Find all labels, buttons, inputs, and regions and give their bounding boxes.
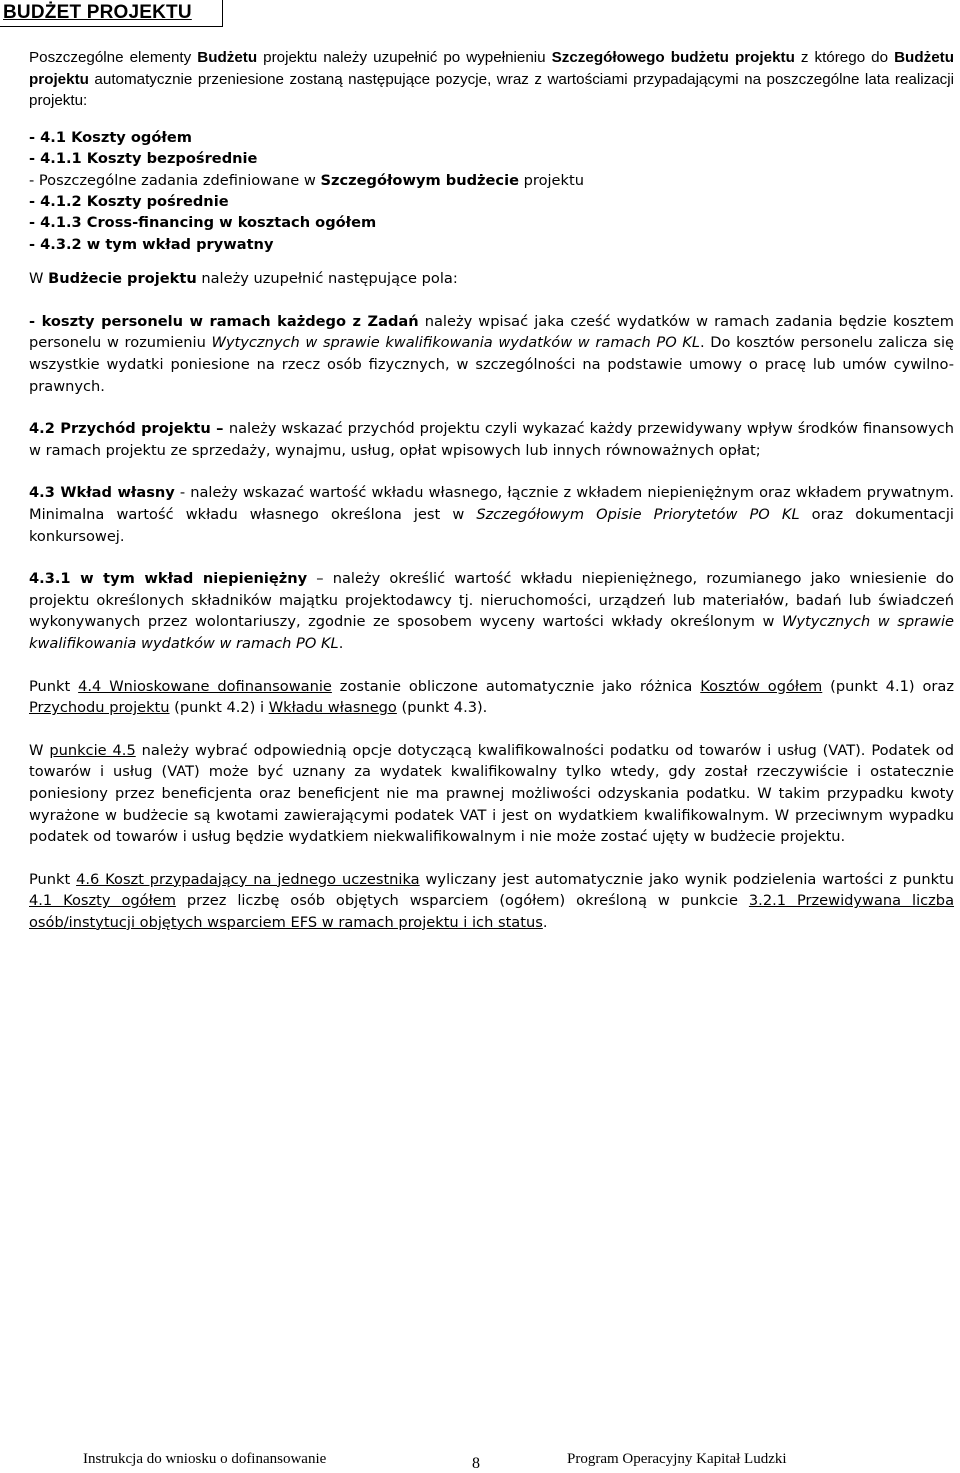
- list-item: [29, 234, 954, 255]
- page-footer: [0, 1443, 960, 1472]
- point44-link-2: Kosztów ogółem: [700, 677, 823, 695]
- intro-bold-1: Budżetu: [197, 49, 258, 66]
- list-item-text: - 4.1 Koszty ogółem: [29, 128, 192, 146]
- footer-right: Program Operacyjny Kapitał Ludzki: [567, 1451, 787, 1467]
- nonmonetary-italic: Wytycznych w sprawie kwalifikowania wydatków w ramach PO KL: [29, 613, 954, 652]
- document-body: [29, 47, 954, 933]
- point45-link: punkcie 4.5: [49, 741, 136, 759]
- list-item-text: projektu: [518, 171, 584, 189]
- intro-text-3: z którego do: [794, 49, 895, 66]
- intro-text-4: automatycznie przeniesione zostaną następujące pozycje, wraz z wartościami przypadającymi na poszczególne lata realizacji projektu:: [29, 70, 954, 110]
- point46-text-2: wyliczany jest automatycznie jako wynik podzielenia wartości z punktu: [419, 870, 954, 888]
- personnel-text-1: należy wpisać jaka cześć wydatków w ramach zadania będzie kosztem personelu w rozumieniu: [29, 312, 954, 352]
- nonmonetary-text-1: – należy określić wartość wkładu niepieniężnego, rozumianego jako wniesienie do projektu określonych składników majątku projektodawcy tj. nieruchomości, urządzeń lub materiałów, badań lub świadczeń wykonywanych przez wolontariuszy, zgodnie ze sposobem wyceny wartości wkłady określonym w: [29, 570, 954, 631]
- own-text-1: - należy wskazać wartość wkładu własnego, łącznie z wkładem niepieniężnym oraz wkładem prywatnym. Minimalna wartość wkładu własnego określona jest w: [29, 484, 954, 523]
- own-contribution-paragraph: [29, 482, 954, 547]
- point44-text-1: Punkt: [29, 677, 79, 695]
- fields-intro-text-1: W: [29, 270, 49, 288]
- budget-items-list: [29, 127, 954, 255]
- point44-link-3: Przychodu projektu: [29, 699, 170, 717]
- point-4-4-paragraph: [29, 676, 954, 719]
- point46-link-3: 3.2.1 Przewidywana liczba osób/instytucji objętych wsparciem EFS w ramach projektu i ich status: [29, 892, 955, 931]
- income-bold: 4.2 Przychód projektu: [29, 420, 211, 438]
- income-text: należy wskazać przychód projektu czyli wykazać każdy przewidywany wpływ środków finansowych w ramach projektu ze sprzedaży, wynajmu, usług, opłat wpisowych lub innych równoważnych opłat;: [29, 420, 954, 459]
- fields-intro-paragraph: [29, 268, 954, 290]
- personnel-paragraph: [29, 311, 954, 397]
- list-item-text: - 4.1.1 Koszty bezpośrednie: [29, 150, 258, 168]
- list-item-text: - 4.3.2 w tym wkład prywatny: [29, 235, 274, 253]
- personnel-text-2: . Do kosztów personelu zalicza się wszystkie wydatki poniesione na rzecz osób fizycznych, w szczególności na podstawie umowy o pracę lub umów cywilno-prawnych.: [29, 334, 954, 395]
- nonmonetary-bold: 4.3.1 w tym wkład niepieniężny: [29, 570, 308, 588]
- point44-link-4: Wkładu własnego: [268, 699, 397, 717]
- intro-text-2: projektu należy uzupełnić po wypełnieniu: [257, 49, 552, 66]
- nonmonetary-paragraph: [29, 568, 954, 654]
- personnel-bold: - koszty personelu w ramach każdego z Zadań: [29, 312, 419, 330]
- list-item: [29, 212, 954, 233]
- title-frame: [0, 0, 223, 27]
- point45-text-1: W: [29, 741, 50, 759]
- point44-text-2: zostanie obliczone automatycznie jako różnica: [331, 677, 701, 695]
- list-item: [29, 191, 954, 212]
- personnel-italic: Wytycznych w sprawie kwalifikowania wydatków w ramach PO KL: [211, 334, 701, 352]
- point-4-6-paragraph: [29, 869, 954, 934]
- intro-text-1: Poszczególne elementy: [29, 49, 198, 66]
- point46-text-1: Punkt: [29, 870, 77, 888]
- point44-text-4: (punkt 4.2) i: [169, 699, 269, 717]
- own-italic: Szczegółowym Opisie Priorytetów PO KL: [476, 505, 800, 523]
- fields-intro-text-2: należy uzupełnić następujące pola:: [196, 270, 458, 288]
- point-4-5-paragraph: [29, 740, 954, 848]
- list-item-text: - 4.1.3 Cross-financing w kosztach ogółem: [29, 214, 377, 232]
- list-item: [29, 127, 954, 148]
- page-title: BUDŻET PROJEKTU: [3, 2, 192, 23]
- point44-link-1: 4.4 Wnioskowane dofinansowanie: [78, 677, 332, 695]
- footer-left: Instrukcja do wniosku o dofinansowanie: [83, 1451, 327, 1467]
- list-item-text: - 4.1.2 Koszty pośrednie: [29, 193, 229, 210]
- page-number: 8: [472, 1455, 480, 1472]
- own-text-2: oraz dokumentacji konkursowej.: [29, 505, 954, 545]
- own-bold: 4.3 Wkład własny: [29, 484, 175, 502]
- income-paragraph: [29, 418, 954, 461]
- nonmonetary-text-2: .: [338, 634, 344, 652]
- list-item: [29, 148, 954, 169]
- list-item-text: - Poszczególne zadania zdefiniowane w: [29, 171, 321, 189]
- income-dash: –: [210, 420, 229, 438]
- intro-paragraph: [29, 47, 954, 112]
- list-item-bold: Szczegółowym budżecie: [320, 171, 519, 189]
- point46-link-1: 4.6 Koszt przypadający na jednego uczestnika: [76, 870, 420, 888]
- point44-text-3: (punkt 4.1) oraz: [822, 677, 954, 695]
- point44-text-5: (punkt 4.3).: [396, 699, 488, 717]
- list-item: [29, 170, 954, 191]
- point46-text-4: .: [542, 913, 548, 931]
- fields-intro-bold: Budżecie projektu: [48, 270, 197, 288]
- point46-link-2: 4.1 Koszty ogółem: [29, 892, 176, 910]
- point45-text-2: należy wybrać odpowiednią opcje dotyczącą kwalifikowalności podatku od towarów i usług (VAT). Podatek od towarów i usług (VAT) może być uznany za wydatek kwalifikowalny tylko wtedy, gdy został rzeczywiście i ostatecznie poniesiony przez beneficjenta oraz beneficjent nie ma prawnej możliwości odzyskania podatku. W takim przypadku kwoty wyrażone w budżecie są kwotami zawierającymi podatek VAT i jest on wydatkiem kwalifikowalnym. W przeciwnym wypadku podatek od towarów i usług będzie wydatkiem niekwalifikowalnym i nie może zostać ujęty w budżecie projektu.: [29, 741, 955, 846]
- intro-bold-3: Budżetu projektu: [29, 49, 954, 88]
- point46-text-3: przez liczbę osób objętych wsparciem (ogółem) określoną w punkcie: [175, 892, 749, 910]
- intro-bold-2: Szczegółowego budżetu projektu: [551, 49, 795, 66]
